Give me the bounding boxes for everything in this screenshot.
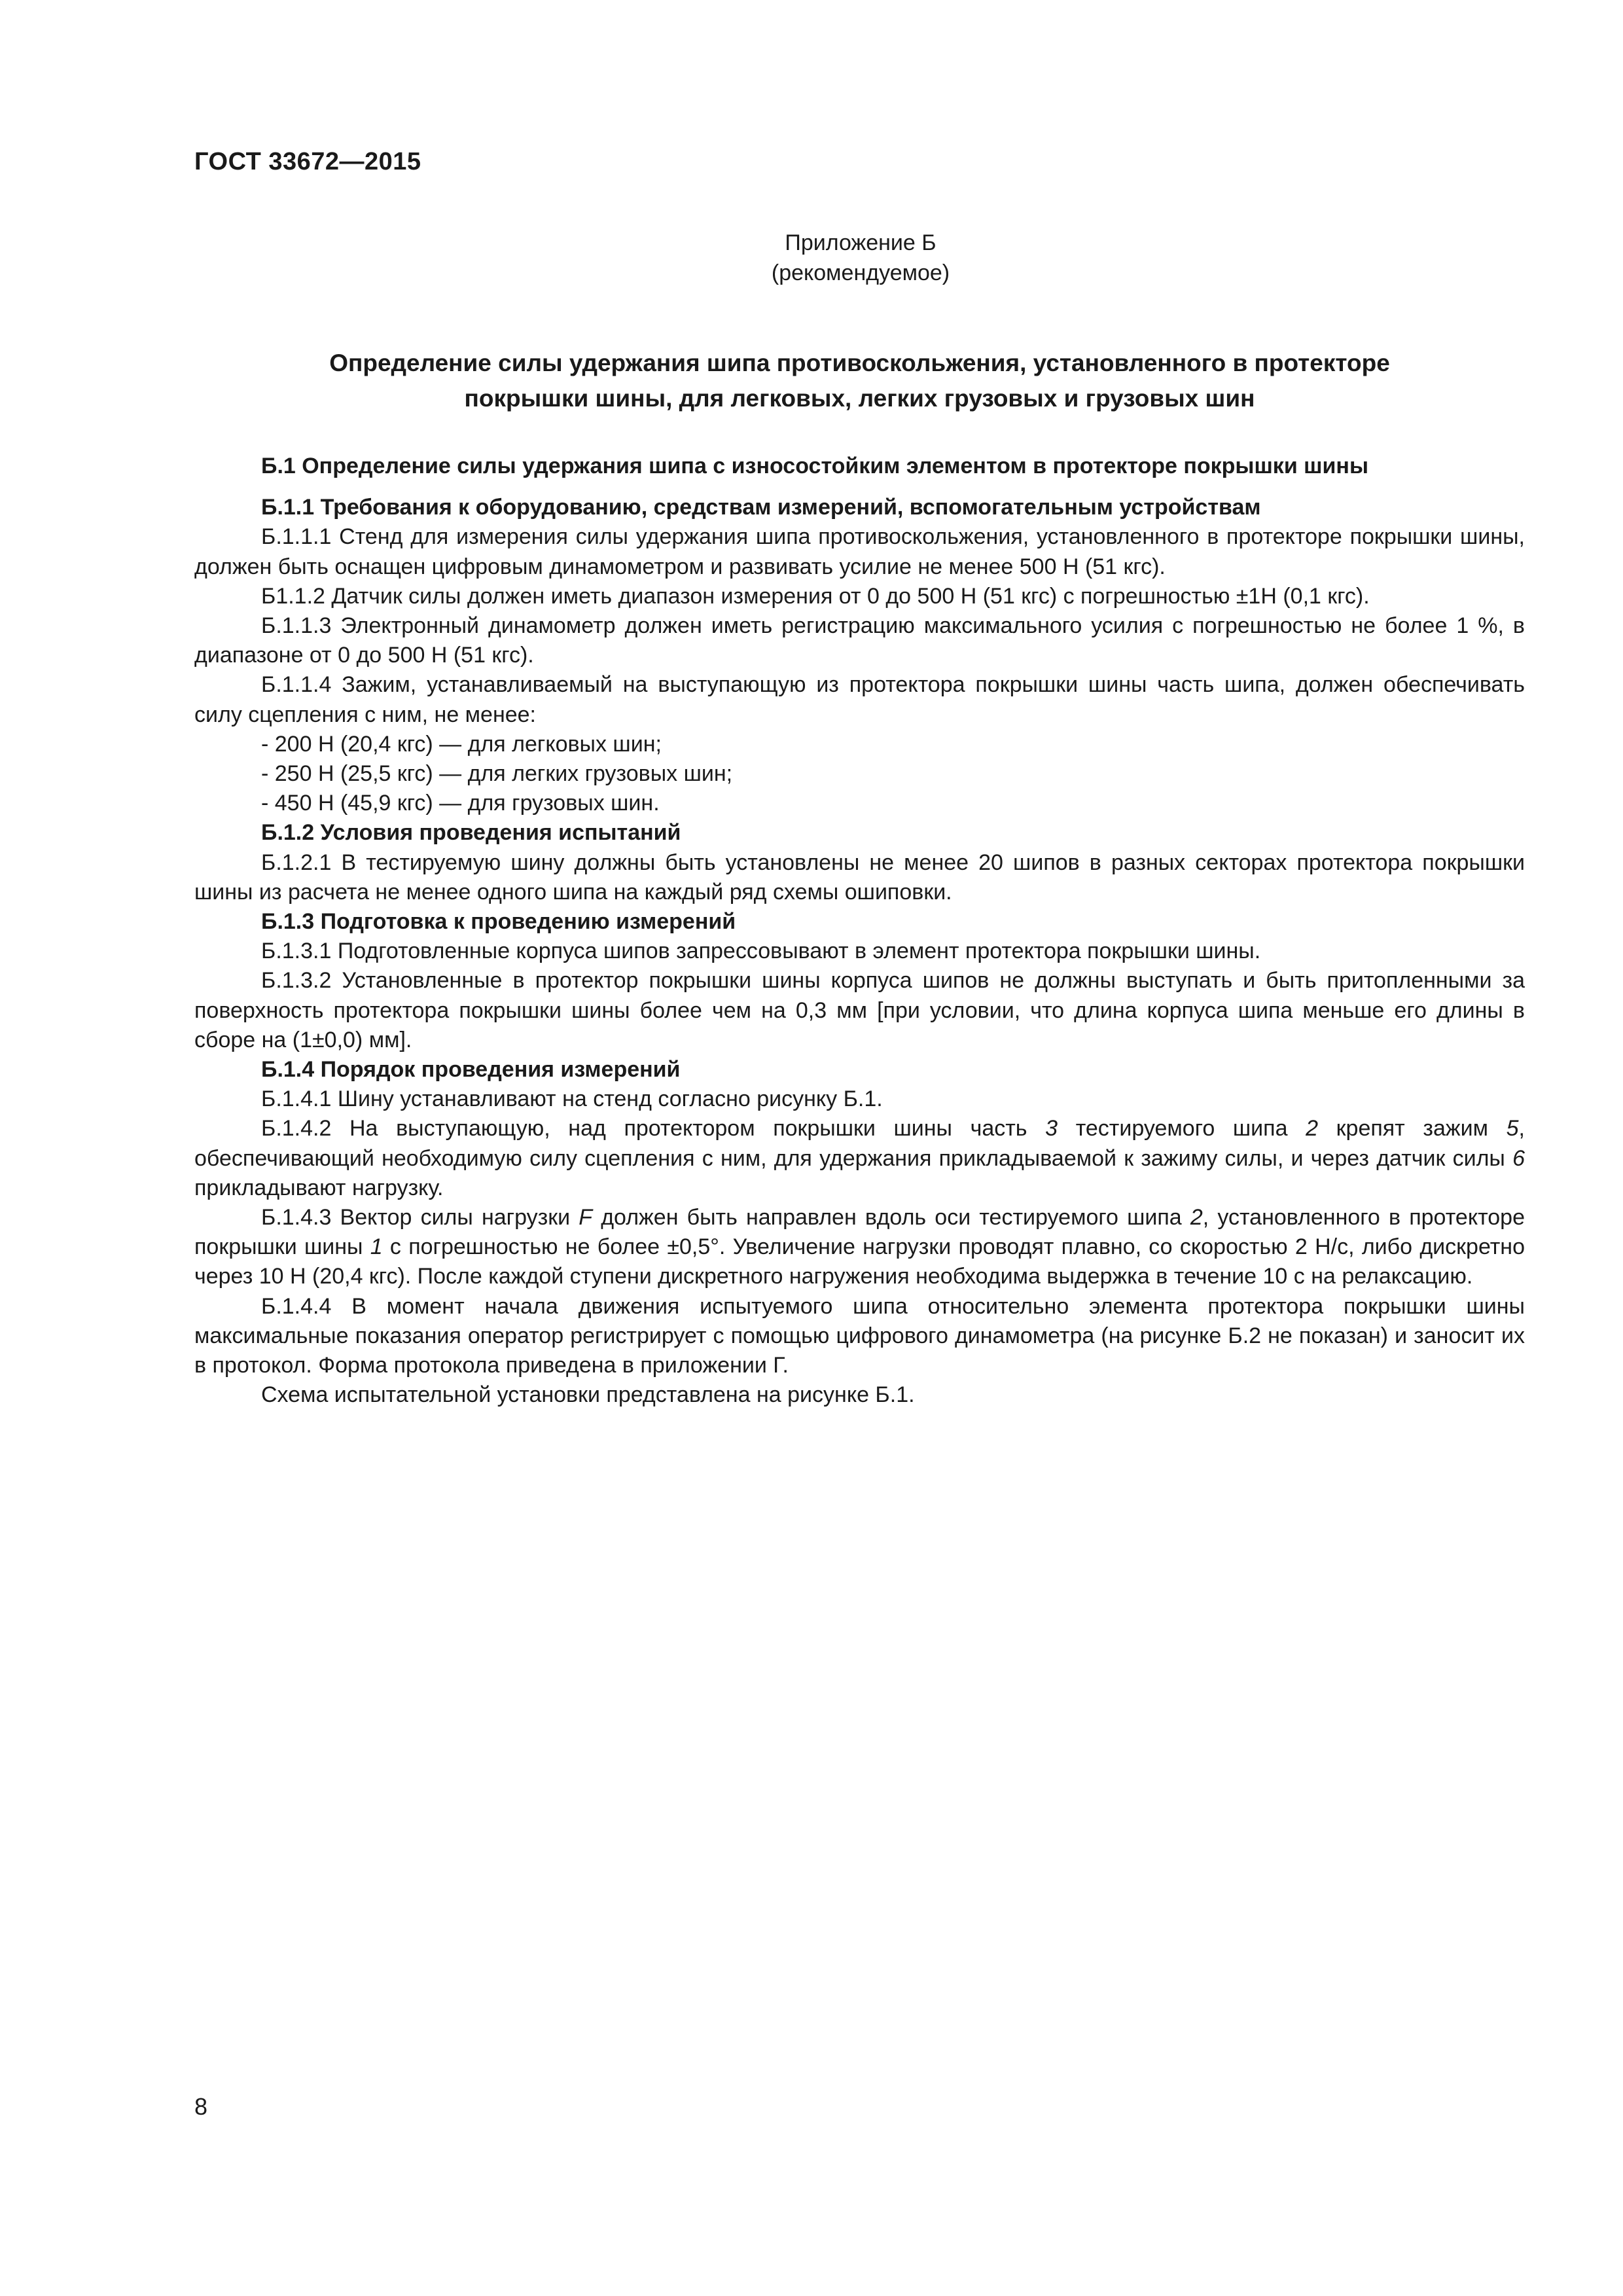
paragraph-b112: Б1.1.2 Датчик силы должен иметь диапазон измерения от 0 до 500 Н (51 кгс) с погрешностью ±1Н (0,1 кгс). <box>261 583 1370 609</box>
ref-number: 5 <box>1506 1116 1519 1141</box>
text-run: тестируемого шипа <box>1058 1116 1306 1141</box>
section-heading-b13: Б.1.3 Подготовка к проведению измерений <box>261 909 736 935</box>
paragraph-b141: Б.1.4.1 Шину устанавливают на стенд согласно рисунку Б.1. <box>261 1086 883 1112</box>
ref-number: 3 <box>1045 1116 1058 1141</box>
appendix-status: (рекомендуемое) <box>771 260 950 285</box>
paragraph-scheme: Схема испытательной установки представлена на рисунке Б.1. <box>261 1382 915 1408</box>
main-title <box>194 346 1525 416</box>
section-heading-b14: Б.1.4 Порядок проведения измерений <box>261 1057 681 1083</box>
page-number: 8 <box>194 2093 208 2120</box>
ref-number: 1 <box>370 1234 383 1260</box>
list-item-passenger: - 200 Н (20,4 кгс) — для легковых шин; <box>261 731 662 757</box>
document-body <box>194 452 1525 1410</box>
paragraph-b144: Б.1.4.4 В момент начала движения испытуемого шипа относительно элемента протектора покрышки шины максимальные показания оператор регистрирует с помощью цифрового динамометра (на рисунке Б.2 не показан) и заносит их в протокол. Форма протокола приведена в приложении Г. <box>194 1293 1525 1378</box>
text-run: должен быть направлен вдоль оси тестируемого шипа <box>592 1205 1190 1230</box>
paragraph-b113: Б.1.1.3 Электронный динамометр должен иметь регистрацию максимального усилия с погрешностью не более 1 %, в диапазоне от 0 до 500 Н (51 кгс). <box>194 613 1525 668</box>
paragraph-b142 <box>194 1114 1525 1203</box>
paragraph-b111: Б.1.1.1 Стенд для измерения силы удержания шипа противоскольжения, установленного в протекторе покрышки шины, должен быть оснащен цифровым динамометром и развивать усилие не менее 500 Н (51 кгс). <box>194 524 1525 579</box>
appendix-heading <box>0 228 1623 288</box>
paragraph-b131: Б.1.3.1 Подготовленные корпуса шипов запрессовывают в элемент протектора покрышки шины. <box>261 939 1261 964</box>
ref-number: 6 <box>1512 1145 1525 1171</box>
text-run: крепят зажим <box>1318 1116 1507 1141</box>
text-run: , установленного в протекторе покрышки шины <box>194 1205 1525 1260</box>
text-run: Б.1.4.2 На выступающую, над протектором покрышки шины часть <box>261 1116 1046 1141</box>
paragraph-b132: Б.1.3.2 Установленные в протектор покрышки шины корпуса шипов не должны выступать и быть притопленными за поверхность протектора покрышки шины более чем на 0,3 мм [при условии, что длина корпуса шипа меньше его длины в сборе на (1±0,0) мм]. <box>194 968 1525 1052</box>
paragraph-b114: Б.1.1.4 Зажим, устанавливаемый на выступающую из протектора покрышки шины часть шипа, должен обеспечивать силу сцепления с ним, не менее: <box>194 672 1525 727</box>
ref-number: 2 <box>1190 1205 1203 1230</box>
paragraph-b121: Б.1.2.1 В тестируемую шину должны быть установлены не менее 20 шипов в разных секторах протектора покрышки шины из расчета не менее одного шипа на каждый ряд схемы ошиповки. <box>194 850 1525 905</box>
section-heading-b12: Б.1.2 Условия проведения испытаний <box>261 820 681 846</box>
force-symbol: F <box>579 1205 593 1230</box>
text-run: с погрешностью не более ±0,5°. Увеличение нагрузки проводят плавно, со скоростью 2 Н/с, либо дискретно через 10 Н (20,4 кгс). После каждой ступени дискретного нагружения необходима выдержка в течение 10 с на релаксацию. <box>194 1234 1525 1289</box>
appendix-title: Приложение Б <box>785 230 936 255</box>
list-item-light-truck: - 250 Н (25,5 кгс) — для легких грузовых шин; <box>261 761 733 787</box>
document-code: ГОСТ 33672—2015 <box>194 148 421 175</box>
main-title-line-2: покрышки шины, для легковых, легких грузовых и грузовых шин <box>464 385 1255 412</box>
text-run: прикладывают нагрузку. <box>194 1175 444 1200</box>
text-run: , обеспечивающий необходимую силу сцепления с ним, для удержания прикладываемой к зажиму силы, и через датчик силы <box>194 1116 1525 1171</box>
list-item-truck: - 450 Н (45,9 кгс) — для грузовых шин. <box>261 791 660 816</box>
text-run: Б.1.4.3 Вектор силы нагрузки <box>261 1205 579 1230</box>
main-title-line-1: Определение силы удержания шипа противоскольжения, установленного в протекторе <box>329 350 1390 376</box>
ref-number: 2 <box>1306 1116 1319 1141</box>
paragraph-b143 <box>194 1203 1525 1292</box>
section-heading-b1: Б.1 Определение силы удержания шипа с износостойким элементом в протекторе покрышки шины <box>261 454 1368 478</box>
section-heading-b11: Б.1.1 Требования к оборудованию, средствам измерений, вспомогательным устройствам <box>261 495 1261 520</box>
